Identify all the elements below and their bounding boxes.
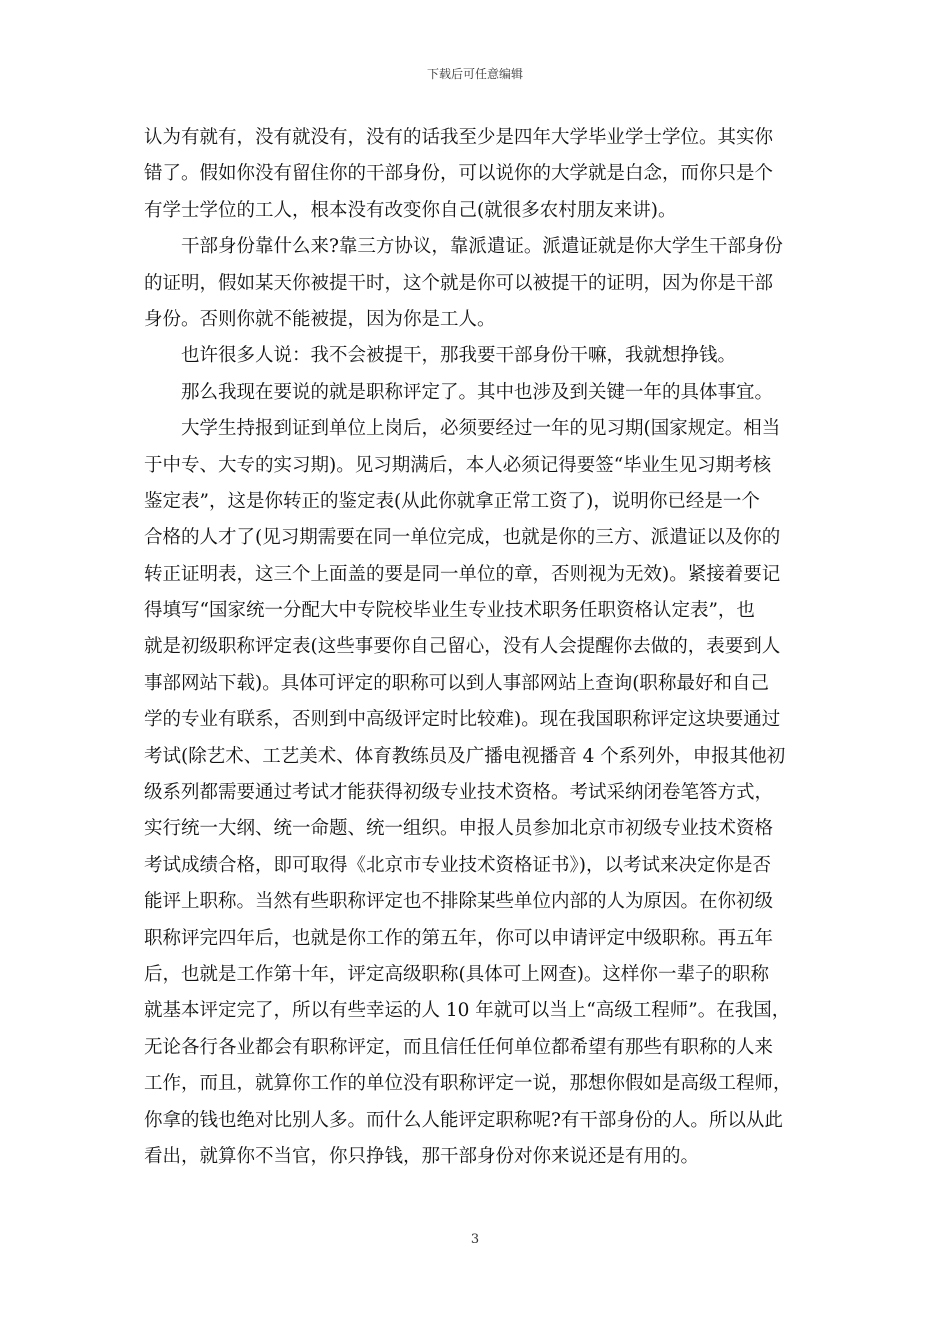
text-line: 实行统一大纲、统一命题、统一组织。申报人员参加北京市初级专业技术资格 bbox=[144, 818, 774, 840]
text-line: 有学士学位的工人，根本没有改变你自己(就很多农村朋友来讲)。 bbox=[144, 199, 677, 221]
text-line: 合格的人才了(见习期需要在同一单位完成，也就是你的三方、派遣证以及你的 bbox=[144, 527, 781, 549]
text-line: 考试(除艺术、工艺美术、体育教练员及广播电视播音 4 个系列外，申报其他初 bbox=[144, 745, 786, 767]
text-line: 错了。假如你没有留住你的干部身份，可以说你的大学就是白念，而你只是个 bbox=[144, 163, 774, 185]
text-line: 学的专业有联系，否则到中高级评定时比较难)。现在我国职称评定这块要通过 bbox=[144, 709, 781, 731]
page-number: 3 bbox=[470, 1232, 480, 1247]
text-line: 大学生持报到证到单位上岗后，必须要经过一年的见习期(国家规定。相当 bbox=[181, 418, 781, 440]
text-line: 干部身份靠什么来?靠三方协议，靠派遣证。派遣证就是你大学生干部身份 bbox=[181, 236, 783, 258]
text-line: 后，也就是工作第十年，评定高级职称(具体可上网查)。这样你一辈子的职称 bbox=[144, 963, 769, 985]
text-line: 考试成绩合格，即可取得《北京市专业技术资格证书》)，以考试来决定你是否 bbox=[144, 854, 771, 876]
text-line: 也许很多人说：我不会被提干，那我要干部身份干嘛，我就想挣钱。 bbox=[181, 345, 737, 367]
text-line: 你拿的钱也绝对比别人多。而什么人能评定职称呢?有干部身份的人。所以从此 bbox=[144, 1109, 783, 1131]
text-line: 认为有就有，没有就没有，没有的话我至少是四年大学毕业学士学位。其实你 bbox=[144, 127, 774, 148]
text-line: 无论各行各业都会有职称评定，而且信任任何单位都希望有那些有职称的人来 bbox=[144, 1036, 774, 1058]
body-text bbox=[144, 120, 814, 1175]
text-line: 级系列都需要通过考试才能获得初级专业技术资格。考试采纳闭卷笔答方式， bbox=[144, 782, 774, 804]
text-line: 身份。否则你就不能被提，因为你是工人。 bbox=[144, 308, 496, 330]
text-line: 工作，而且，就算你工作的单位没有职称评定一说，那想你假如是高级工程师， bbox=[144, 1073, 792, 1095]
text-line: 于中专、大专的实习期)。见习期满后，本人必须记得要签“毕业生见习期考核 bbox=[144, 454, 772, 476]
page-header: 下载后可任意编辑 bbox=[426, 67, 523, 81]
text-line: 的证明，假如某天你被提干时，这个就是你可以被提干的证明，因为你是干部 bbox=[144, 272, 774, 294]
text-line: 职称评完四年后，也就是你工作的第五年，你可以申请评定中级职称。再五年 bbox=[144, 927, 774, 949]
text-line: 就是初级职称评定表(这些事要你自己留心，没有人会提醒你去做的，表要到人 bbox=[144, 636, 781, 658]
text-line: 事部网站下载)。具体可评定的职称可以到人事部网站上查询(职称最好和自己 bbox=[144, 672, 769, 694]
text-line: 得填写“国家统一分配大中专院校毕业生专业技术职务任职资格认定表”，也 bbox=[144, 600, 755, 622]
text-line: 看出，就算你不当官，你只挣钱，那干部身份对你来说还是有用的。 bbox=[144, 1145, 700, 1167]
text-line: 转正证明表，这三个上面盖的要是同一单位的章，否则视为无效)。紧接着要记 bbox=[144, 563, 781, 585]
text-line: 那么我现在要说的就是职称评定了。其中也涉及到关键一年的具体事宜。 bbox=[181, 381, 774, 403]
text-line: 就基本评定完了，所以有些幸运的人 10 年就可以当上“高级工程师”。在我国， bbox=[144, 1000, 791, 1022]
text-line: 能评上职称。当然有些职称评定也不排除某些单位内部的人为原因。在你初级 bbox=[144, 891, 774, 913]
text-line: 鉴定表”，这是你转正的鉴定表(从此你就拿正常工资了)，说明你已经是一个 bbox=[144, 490, 760, 512]
